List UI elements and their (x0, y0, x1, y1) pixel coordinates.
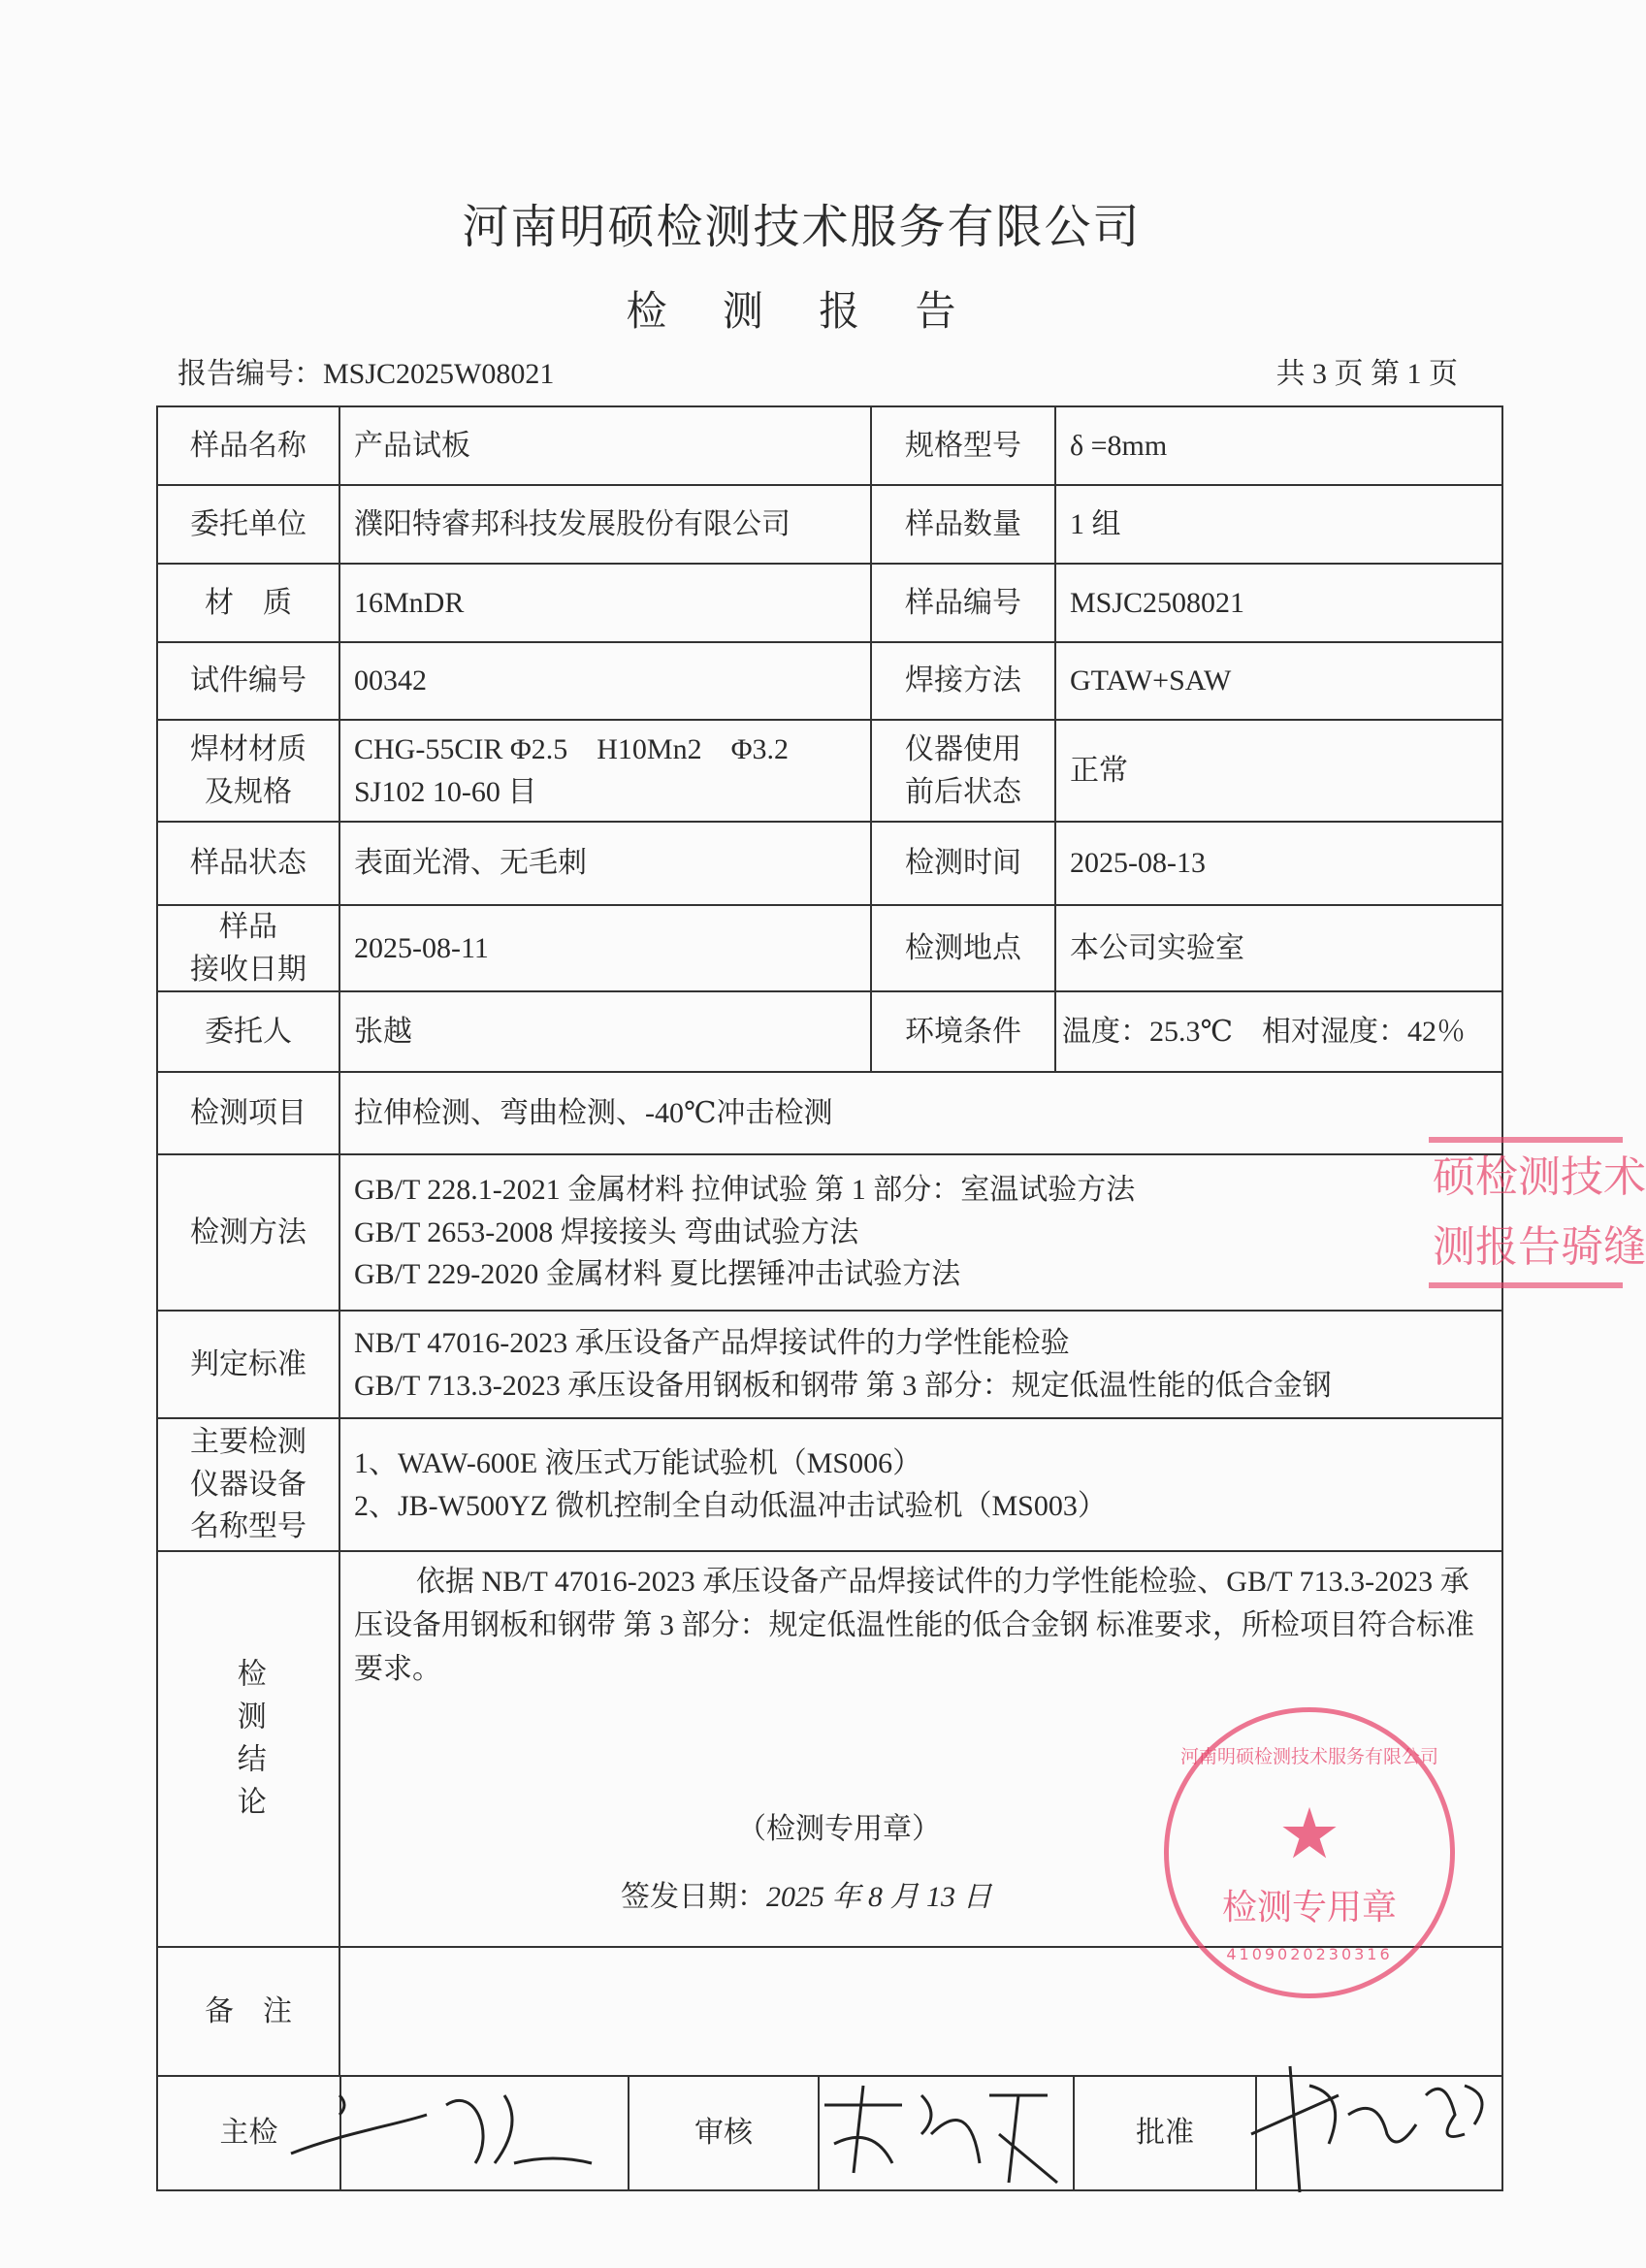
value (339, 1154, 1502, 1311)
value: 00342 (339, 642, 871, 720)
star-icon: ★ (1277, 1793, 1341, 1874)
label-line: 及规格 (205, 775, 292, 808)
reviewer-signature-mark (815, 2076, 1067, 2192)
value: 温度：25.3℃ 相对湿度：42％ (1055, 991, 1502, 1072)
conclusion-text: 依据 NB/T 47016-2023 承压设备产品焊接试件的力学性能检验、GB/T 713.3-2023 承压设备用钢板和钢带 第 3 部分：规定低温性能的低合金钢 标准要求，所检项目符合标准要求。 (339, 1551, 1502, 1947)
label (871, 720, 1055, 822)
value: 拉伸检测、弯曲检测、-40℃冲击检测 (339, 1072, 1502, 1154)
value-line: SJ102 10-60 目 (354, 775, 537, 808)
table-row (157, 564, 1502, 642)
label: 焊接方法 (871, 642, 1055, 720)
equipment-line: 1、WAW-600E 液压式万能试验机（MS006） (354, 1447, 922, 1479)
value (339, 720, 871, 822)
label: 批准 (1074, 2077, 1256, 2189)
value: 正常 (1055, 720, 1502, 822)
table-row (157, 720, 1502, 822)
label-line: 仪器设备 (190, 1468, 307, 1501)
label (157, 1551, 339, 1947)
label: 审核 (629, 2077, 819, 2189)
report-title: 检 测 报 告 (626, 287, 978, 335)
label-line: 样品 (219, 911, 277, 943)
seal-number: 4109020230316 (1226, 1945, 1393, 1963)
method-line: GB/T 228.1-2021 金属材料 拉伸试验 第 1 部分：室温试验方法 (354, 1174, 1136, 1207)
value: 张越 (339, 991, 871, 1072)
label-line: 前后状态 (905, 775, 1021, 808)
seal-arc-text: 河南明硕检测技术服务有限公司 (1179, 1746, 1438, 1767)
label: 环境条件 (871, 991, 1055, 1072)
label-line: 仪器使用 (905, 733, 1021, 765)
official-seal (1164, 1707, 1455, 1998)
criteria-line: GB/T 713.3-2023 承压设备用钢板和钢带 第 3 部分：规定低温性能的低合金钢 (354, 1369, 1332, 1402)
issue-date (621, 1872, 992, 1915)
label: 样品数量 (871, 485, 1055, 564)
value: 2025-08-13 (1055, 822, 1502, 905)
label (157, 905, 339, 991)
label: 规格型号 (871, 406, 1055, 485)
label: 检测项目 (157, 1072, 339, 1154)
label: 检测地点 (871, 905, 1055, 991)
label: 判定标准 (157, 1311, 339, 1418)
inspector-signature-mark (281, 2076, 611, 2192)
method-line: GB/T 2653-2008 焊接接头 弯曲试验方法 (354, 1215, 859, 1248)
label: 样品状态 (157, 822, 339, 905)
report-number-label: 报告编号： (178, 358, 323, 390)
value: GTAW+SAW (1055, 642, 1502, 720)
criteria-line: NB/T 47016-2023 承压设备产品焊接试件的力学性能检验 (354, 1327, 1070, 1359)
table-row (157, 822, 1502, 905)
label-line: 焊材材质 (190, 733, 307, 765)
page-indicator: 共 3 页 第 1 页 (1275, 358, 1458, 390)
table-row (157, 1072, 1502, 1154)
label (157, 1418, 339, 1551)
label: 样品名称 (157, 406, 339, 485)
table-row (157, 905, 1502, 991)
label: 检测方法 (157, 1154, 339, 1311)
label-line: 接收日期 (190, 953, 307, 986)
label: 备 注 (157, 1947, 339, 2076)
value (339, 1418, 1502, 1551)
perforation-seal (1429, 1137, 1646, 1288)
company-name: 河南明硕检测技术服务有限公司 (462, 200, 1142, 254)
value: 1 组 (1055, 485, 1502, 564)
table-row (157, 1418, 1502, 1551)
label: 样品编号 (871, 564, 1055, 642)
table-row (157, 1311, 1502, 1418)
value: 16MnDR (339, 564, 871, 642)
issue-date-value: 2025 年 8 月 13 日 (766, 1881, 992, 1913)
report-number (178, 349, 554, 392)
value: 产品试板 (339, 406, 871, 485)
table-row (157, 991, 1502, 1072)
issue-date-label: 签发日期： (621, 1881, 766, 1913)
perforation-seal-line: 硕检测技术 (1433, 1152, 1646, 1202)
table-row (157, 1154, 1502, 1311)
value: 濮阳特睿邦科技发展股份有限公司 (339, 485, 871, 564)
method-line: GB/T 229-2020 金属材料 夏比摆锤冲击试验方法 (354, 1258, 961, 1291)
seal-center-text: 检测专用章 (1221, 1888, 1397, 1928)
value: MSJC2508021 (1055, 564, 1502, 642)
approver-signature-mark (1242, 2057, 1503, 2202)
value: δ =8mm (1055, 406, 1502, 485)
label: 主检 (158, 2077, 340, 2189)
conclusion-label: 检测结论 (232, 1657, 265, 1829)
table-row (157, 485, 1502, 564)
table-row (157, 406, 1502, 485)
label (157, 720, 339, 822)
label-line: 名称型号 (190, 1510, 307, 1543)
value-line: CHG-55CIR Φ2.5 H10Mn2 Φ3.2 (354, 733, 790, 765)
value: 表面光滑、无毛刺 (339, 822, 871, 905)
label: 委托单位 (157, 485, 339, 564)
label: 试件编号 (157, 642, 339, 720)
label: 检测时间 (871, 822, 1055, 905)
perforation-seal-line: 测报告骑缝 (1433, 1222, 1646, 1272)
label: 委托人 (157, 991, 339, 1072)
value (339, 1311, 1502, 1418)
label: 材 质 (157, 564, 339, 642)
seal-note: （检测专用章） (737, 1813, 941, 1845)
report-number-value: MSJC2025W08021 (323, 358, 555, 390)
value: 本公司实验室 (1055, 905, 1502, 991)
value: 2025-08-11 (339, 905, 871, 991)
table-row (157, 642, 1502, 720)
label-line: 主要检测 (190, 1426, 307, 1459)
equipment-line: 2、JB-W500YZ 微机控制全自动低温冲击试验机（MS003） (354, 1489, 1107, 1522)
